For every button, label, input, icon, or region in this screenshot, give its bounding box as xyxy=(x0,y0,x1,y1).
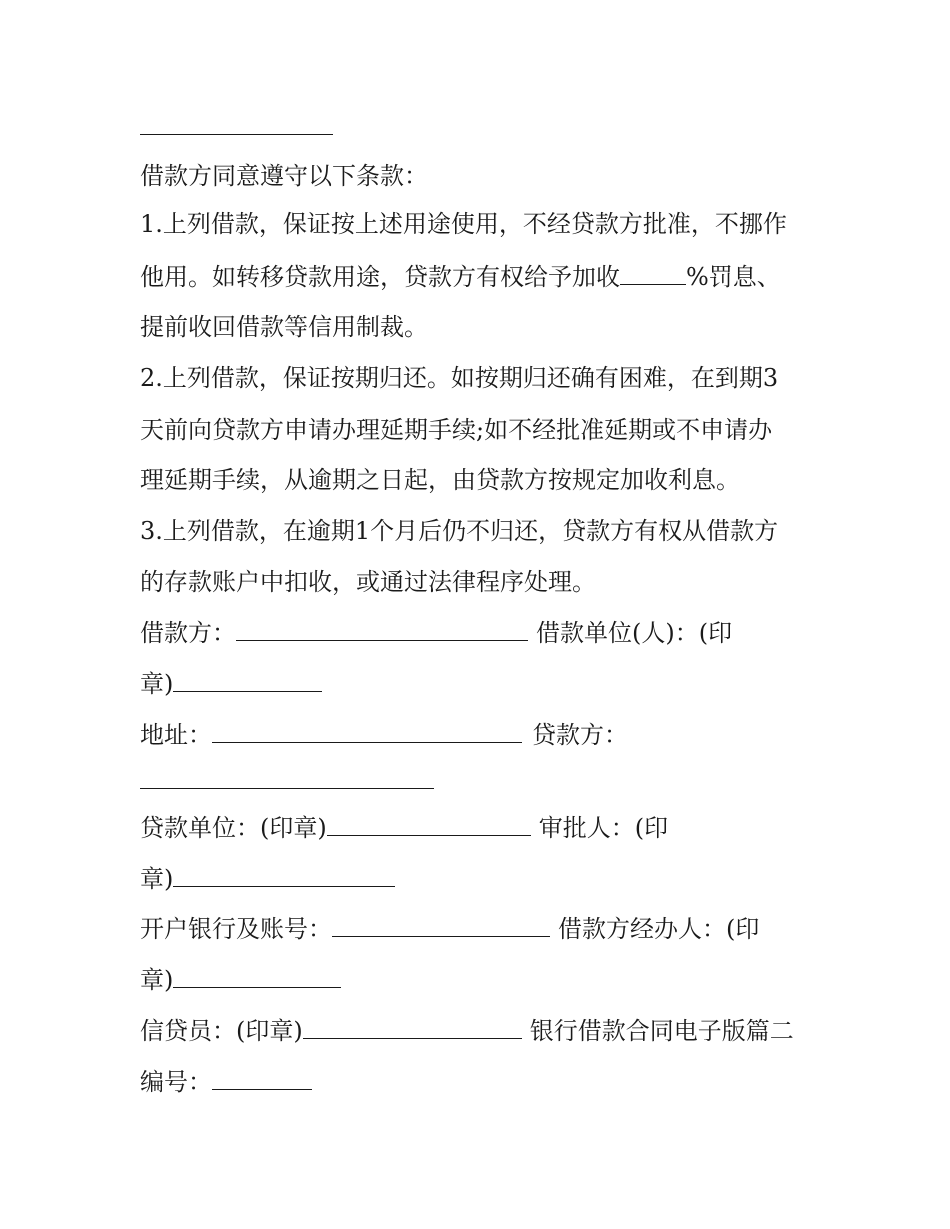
clause-1-line-1: 1.上列借款，保证按上述用途使用，不经贷款方批准，不挪作 xyxy=(140,210,787,238)
clause-2-line-3: 理延期手续，从逾期之日起，由贷款方按规定加收利息。 xyxy=(140,466,740,494)
penalty-suffix: %罚息、 xyxy=(686,263,781,291)
bank-account-blank xyxy=(332,914,550,937)
clause-1-text: 他用。如转移贷款用途，贷款方有权给予加收 xyxy=(140,263,620,291)
address-line xyxy=(140,719,628,751)
clause-3-line-2: 的存款账户中扣收，或通过法律程序处理。 xyxy=(140,568,596,596)
lender-unit-line xyxy=(140,812,668,844)
clause-2-line-1: 2.上列借款，保证按期归还。如按期归还确有困难，在到期3 xyxy=(140,364,779,392)
borrower-unit-label: 借款单位(人)：(印 xyxy=(536,619,733,647)
borrower-seal-blank xyxy=(173,669,322,692)
credit-officer-line xyxy=(140,1015,794,1047)
approver-seal-line xyxy=(140,863,395,895)
lender-label: 贷款方： xyxy=(532,721,628,749)
borrower-blank xyxy=(236,618,528,641)
approver-seal-blank xyxy=(173,864,395,887)
address-blank xyxy=(212,720,522,743)
borrower-agent-label: 借款方经办人：(印 xyxy=(558,915,760,943)
contract-number-blank xyxy=(212,1067,312,1090)
borrower-line xyxy=(140,617,732,649)
bank-account-label: 开户银行及账号： xyxy=(140,915,332,943)
section-two-title: 银行借款合同电子版篇二 xyxy=(529,1017,794,1045)
top-blank-line xyxy=(140,134,333,135)
penalty-rate-blank xyxy=(620,262,686,285)
lender-unit-blank xyxy=(327,813,531,836)
approver-label: 审批人：(印 xyxy=(538,814,669,842)
seal-suffix: 章) xyxy=(140,865,174,893)
clause-1-line-2 xyxy=(140,261,781,293)
credit-officer-label: 信贷员：(印章) xyxy=(140,1017,303,1045)
terms-intro: 借款方同意遵守以下条款： xyxy=(140,162,428,190)
agent-seal-blank xyxy=(173,965,341,988)
seal-suffix: 章) xyxy=(140,966,174,994)
seal-suffix: 章) xyxy=(140,670,174,698)
document-page xyxy=(140,0,812,1229)
lender-blank-line xyxy=(140,788,434,789)
lender-unit-label: 贷款单位：(印章) xyxy=(140,814,327,842)
contract-number-line xyxy=(140,1066,312,1098)
clause-3-line-1: 3.上列借款，在逾期1个月后仍不归还，贷款方有权从借款方 xyxy=(140,517,779,545)
address-label: 地址： xyxy=(140,721,212,749)
borrower-seal-line xyxy=(140,668,322,700)
clause-1-line-3: 提前收回借款等信用制裁。 xyxy=(140,313,428,341)
contract-number-label: 编号： xyxy=(140,1068,212,1096)
clause-2-line-2: 天前向贷款方申请办理延期手续;如不经批准延期或不申请办 xyxy=(140,416,773,444)
credit-officer-blank xyxy=(303,1016,522,1039)
borrower-label: 借款方： xyxy=(140,619,236,647)
agent-seal-line xyxy=(140,964,341,996)
bank-account-line xyxy=(140,913,759,945)
